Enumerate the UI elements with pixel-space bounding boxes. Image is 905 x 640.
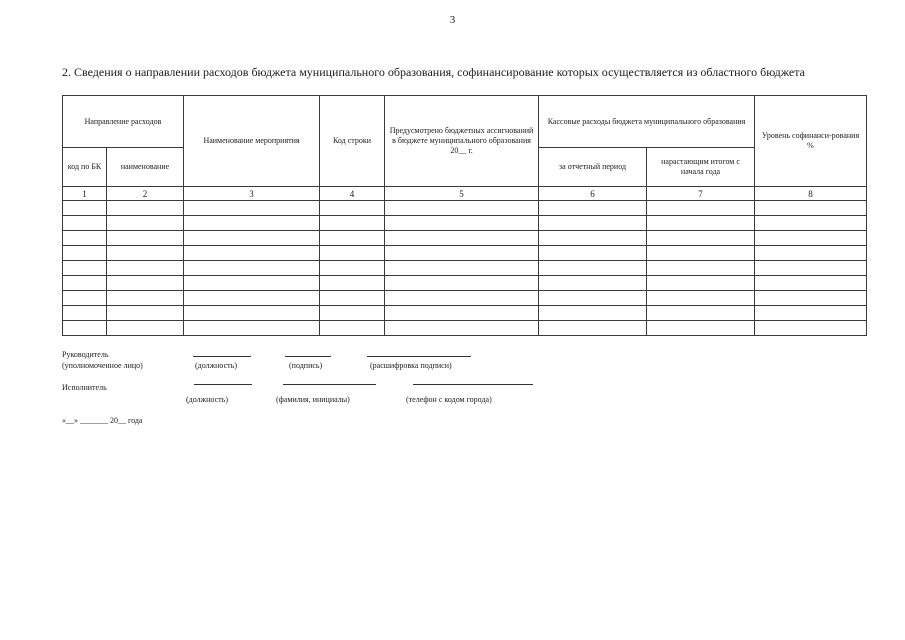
header-event-name: Наименование мероприятия	[184, 96, 320, 187]
column-number: 8	[755, 187, 867, 201]
table-row	[63, 201, 867, 216]
table-row	[63, 231, 867, 246]
column-numbers-row	[63, 187, 867, 201]
signature-caption: (подпись)	[289, 361, 323, 370]
table-row	[63, 246, 867, 261]
position-line	[193, 356, 251, 357]
header-cash-expenses: Кассовые расходы бюджета муниципального образования	[539, 96, 755, 148]
header-cumulative: нарастающим итогом с начала года	[647, 148, 755, 187]
table-row	[63, 276, 867, 291]
executor-position-line	[194, 384, 252, 385]
header-name: наименование	[107, 148, 184, 187]
decryption-line	[367, 356, 471, 357]
executor-name-line	[283, 384, 376, 385]
executor-phone-line	[413, 384, 533, 385]
column-number: 7	[647, 187, 755, 201]
executor-position-caption: (должность)	[186, 395, 228, 404]
decryption-caption: (расшифровка подписи)	[370, 361, 452, 370]
header-budget-allocations: Предусмотрено бюджетных ассигнований в бюджете муниципального образования 20__ г.	[385, 96, 539, 187]
table-row	[63, 216, 867, 231]
executor-label: Исполнитель	[62, 383, 107, 392]
position-caption: (должность)	[195, 361, 237, 370]
column-number: 3	[184, 187, 320, 201]
head-sublabel: (уполномоченное лицо)	[62, 361, 143, 370]
expenses-table	[62, 95, 867, 336]
date-line: «__» _______ 20__ года	[62, 416, 143, 425]
header-direction: Направление расходов	[63, 96, 184, 148]
executor-name-caption: (фамилия, инициалы)	[276, 395, 350, 404]
column-number: 6	[539, 187, 647, 201]
table-row	[63, 261, 867, 276]
section-title: 2. Сведения о направлении расходов бюджета муниципального образования, софинансирование которых осуществляется из областного бюджета	[62, 65, 805, 79]
page-number: 3	[449, 14, 456, 26]
header-for-period: за отчетный период	[539, 148, 647, 187]
table-row	[63, 306, 867, 321]
header-line-code: Код строки	[320, 96, 385, 187]
head-label: Руководитель	[62, 350, 109, 359]
table-row	[63, 321, 867, 336]
column-number: 2	[107, 187, 184, 201]
column-number: 5	[385, 187, 539, 201]
header-code-bk: код по БК	[63, 148, 107, 187]
executor-phone-caption: (телефон с кодом города)	[406, 395, 492, 404]
signature-line	[285, 356, 331, 357]
header-cofinancing-level: Уровень софинанси-рования %	[755, 96, 867, 187]
column-number: 1	[63, 187, 107, 201]
column-number: 4	[320, 187, 385, 201]
table-row	[63, 291, 867, 306]
